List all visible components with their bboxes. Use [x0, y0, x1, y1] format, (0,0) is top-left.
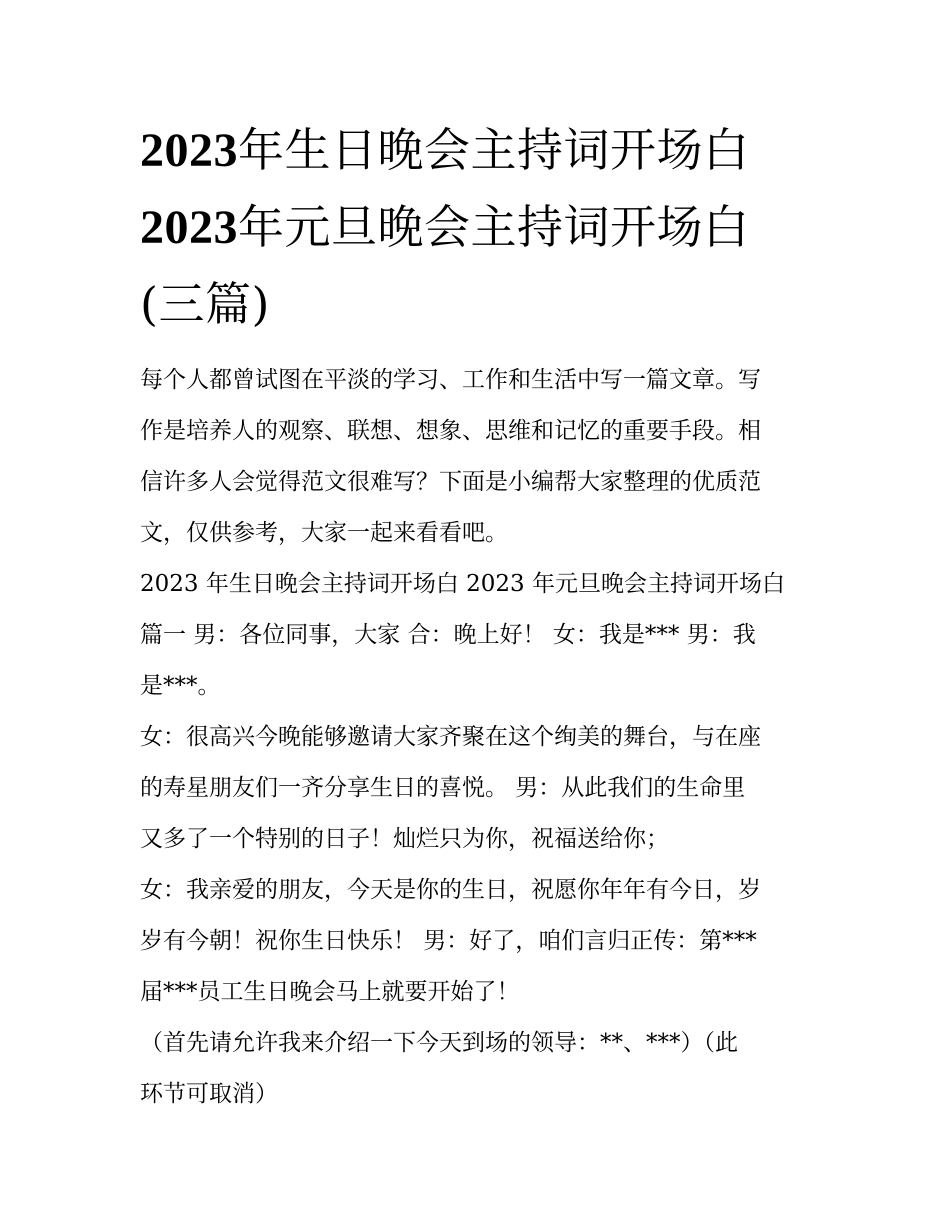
dialogue-paragraph	[140, 712, 812, 865]
note-paragraph	[140, 1018, 812, 1120]
document-title	[140, 112, 812, 343]
title-line	[140, 112, 812, 189]
text-line: 环节可取消）	[140, 1081, 278, 1107]
text-line: 文，仅供参考，大家一起来看看吧。	[140, 520, 508, 546]
text-line: 篇一 男：各位同事，大家 合：晚上好！ 女：我是*** 男：我	[140, 622, 756, 648]
text-line: 作是培养人的观察、联想、想象、思维和记忆的重要手段。相	[140, 418, 761, 444]
dialogue-paragraph	[140, 865, 812, 1018]
text-line: 信许多人会觉得范文很难写？下面是小编帮大家整理的优质范	[140, 469, 761, 495]
title-text: 年生日晚会主持词开场白	[238, 123, 750, 177]
text-line: （首先请允许我来介绍一下今天到场的领导：**、***）（此	[140, 1030, 738, 1056]
title-text: (三篇)	[140, 277, 270, 331]
text-line: 女：很高兴今晚能够邀请大家齐聚在这个绚美的舞台，与在座	[140, 724, 761, 750]
text-line: 是***。	[140, 673, 221, 699]
text-line: 2023 年生日晚会主持词开场白 2023 年元旦晚会主持词开场白	[140, 571, 785, 597]
title-line	[140, 189, 812, 266]
text-line: 女：我亲爱的朋友，今天是你的生日，祝愿你年年有今日，岁	[140, 877, 761, 903]
title-year: 2023	[140, 201, 238, 254]
title-line	[140, 266, 812, 343]
text-line: 岁有今朝！祝你生日快乐！ 男：好了，咱们言归正传：第***	[140, 928, 757, 954]
title-year: 2023	[140, 124, 238, 177]
text-line: 每个人都曾试图在平淡的学习、工作和生活中写一篇文章。写	[140, 367, 761, 393]
intro-paragraph	[140, 355, 812, 559]
document-page	[140, 112, 812, 1120]
title-text: 年元旦晚会主持词开场白	[238, 200, 750, 254]
text-line: 的寿星朋友们一齐分享生日的喜悦。 男：从此我们的生命里	[140, 775, 746, 801]
section-heading-paragraph	[140, 559, 812, 712]
text-line: 又多了一个特别的日子！灿烂只为你，祝福送给你；	[140, 826, 669, 852]
text-line: 届***员工生日晚会马上就要开始了！	[140, 979, 520, 1005]
